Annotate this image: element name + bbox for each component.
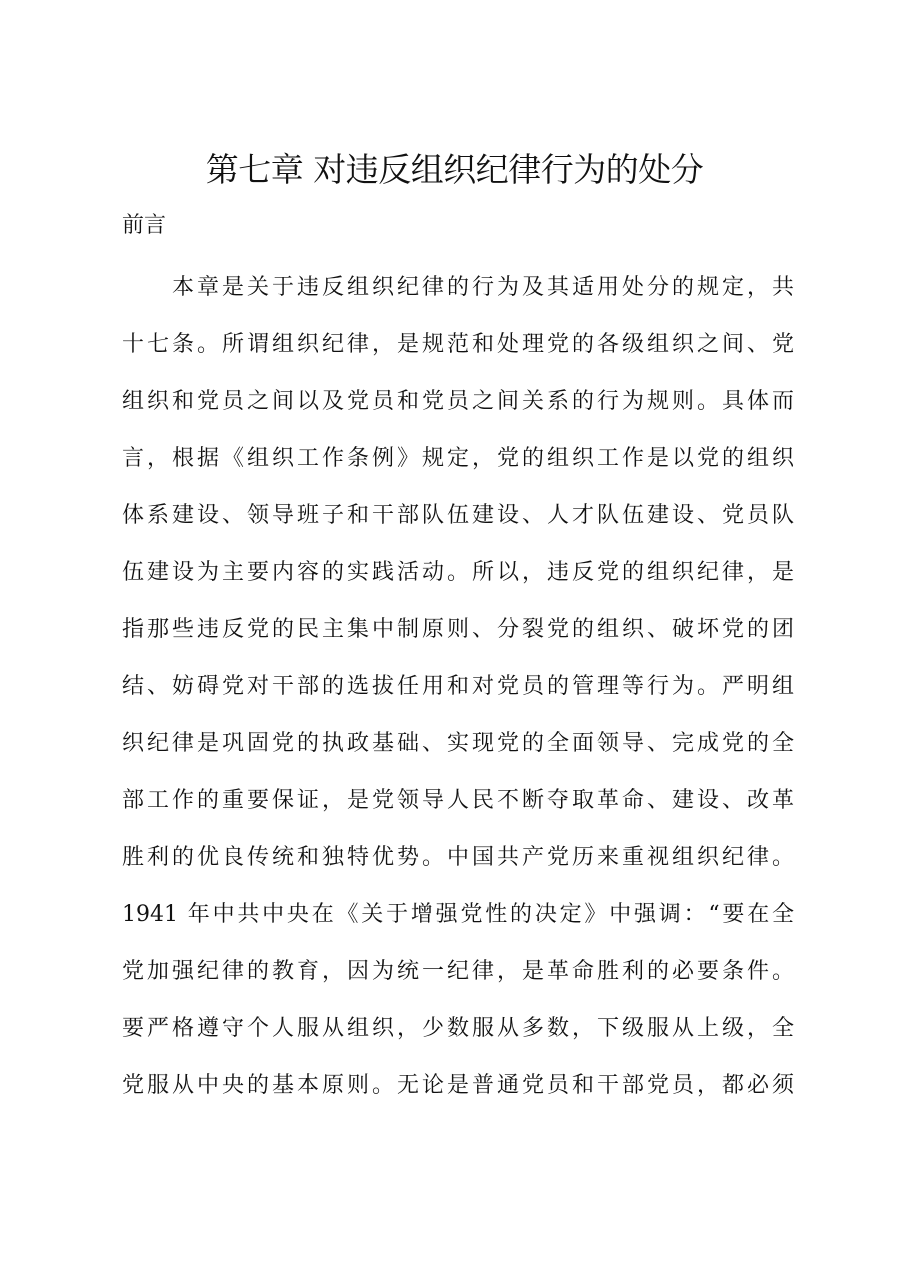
paragraph-line: 1941 年中共中央在《关于增强党性的决定》中强调：“要在全 <box>122 902 794 927</box>
paragraph-line: 要严格遵守个人服从组织，少数服从多数，下级服从上级，全 <box>122 1016 794 1041</box>
paragraph-line: 伍建设为主要内容的实践活动。所以，违反党的组织纪律，是 <box>122 560 794 585</box>
paragraph-line: 组织和党员之间以及党员和党员之间关系的行为规则。具体而 <box>122 389 794 414</box>
paragraph-line: 指那些违反党的民主集中制原则、分裂党的组织、破坏党的团 <box>122 617 794 642</box>
paragraph-line: 部工作的重要保证，是党领导人民不断夺取革命、建设、改革 <box>122 788 794 813</box>
paragraph-line: 十七条。所谓组织纪律，是规范和处理党的各级组织之间、党 <box>122 332 794 357</box>
body-text <box>122 259 794 1114</box>
paragraph-line: 党加强纪律的教育，因为统一纪律，是革命胜利的必要条件。 <box>122 959 794 984</box>
paragraph-line: 党服从中央的基本原则。无论是普通党员和干部党员，都必须 <box>122 1073 794 1098</box>
paragraph-line: 结、妨碍党对干部的选拔任用和对党员的管理等行为。严明组 <box>122 674 794 699</box>
paragraph-line: 体系建设、领导班子和干部队伍建设、人才队伍建设、党员队 <box>122 503 794 528</box>
paragraph-line: 织纪律是巩固党的执政基础、实现党的全面领导、完成党的全 <box>122 731 794 756</box>
paragraph-line: 言，根据《组织工作条例》规定，党的组织工作是以党的组织 <box>122 446 794 471</box>
section-heading: 前言 <box>122 213 167 238</box>
paragraph-line: 胜利的优良传统和独特优势。中国共产党历来重视组织纪律。 <box>122 845 794 870</box>
paragraph-line: 本章是关于违反组织纪律的行为及其适用处分的规定，共 <box>172 275 794 300</box>
chapter-title: 第七章 对违反组织纪律行为的处分 <box>205 150 704 189</box>
